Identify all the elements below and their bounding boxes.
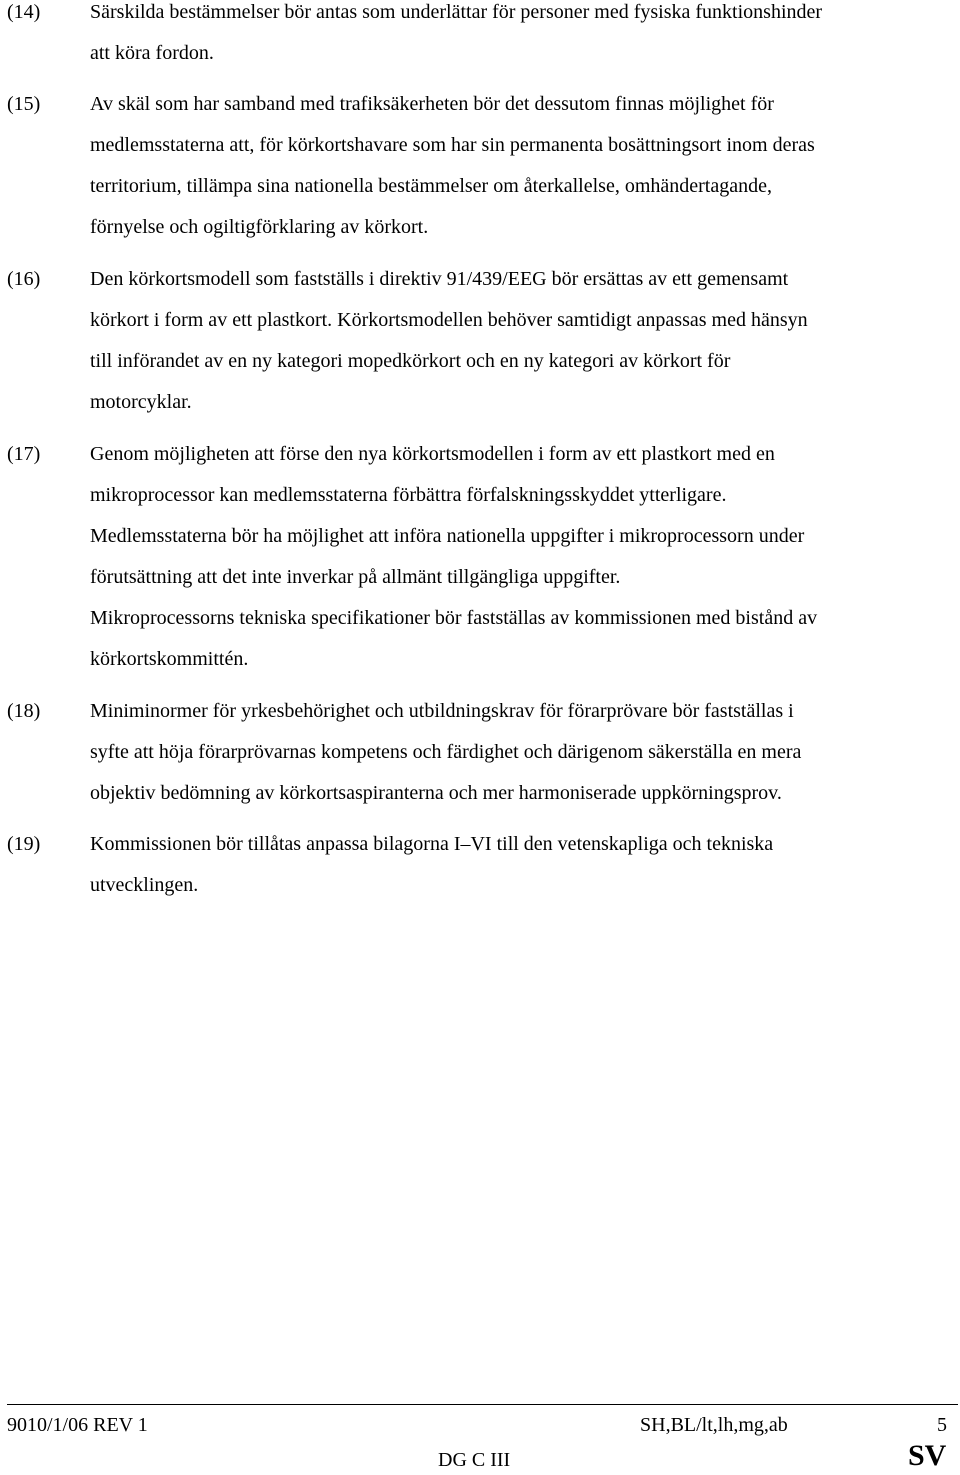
recital-number: (18) bbox=[7, 700, 41, 722]
text-line: Medlemsstaterna bör ha möjlighet att införa nationella uppgifter i mikroprocessorn under bbox=[90, 525, 805, 547]
text-line: Miniminormer för yrkesbehörighet och utbildningskrav för förarprövare bör fastställas i bbox=[90, 700, 794, 722]
recital-text bbox=[90, 824, 956, 906]
text-line: Genom möjligheten att förse den nya körkortsmodellen i form av ett plastkort med en bbox=[90, 443, 775, 465]
recital-number: (15) bbox=[7, 93, 41, 115]
document-reference: 9010/1/06 REV 1 bbox=[7, 1414, 148, 1436]
text-line: till införandet av en ny kategori mopedkörkort och en ny kategori av körkort för bbox=[90, 350, 731, 372]
text-line: objektiv bedömning av körkortsaspiranterna och mer harmoniserade uppkörningsprov. bbox=[90, 782, 782, 804]
recital-number: (19) bbox=[7, 833, 41, 855]
language-code: SV bbox=[908, 1439, 947, 1472]
text-line: Den körkortsmodell som fastställs i direktiv 91/439/EEG bör ersättas av ett gemensamt bbox=[90, 268, 789, 290]
recital-text bbox=[90, 0, 956, 74]
text-line: förnyelse och ogiltigförklaring av körkort. bbox=[90, 216, 429, 238]
text-line: territorium, tillämpa sina nationella bestämmelser om återkallelse, omhändertagande, bbox=[90, 175, 772, 197]
recital-text bbox=[90, 259, 956, 423]
text-line: att köra fordon. bbox=[90, 42, 214, 64]
text-line: Särskilda bestämmelser bör antas som underlättar för personer med fysiska funktionshinder bbox=[90, 1, 823, 23]
author-initials: SH,BL/lt,lh,mg,ab bbox=[640, 1414, 788, 1436]
text-line: utvecklingen. bbox=[90, 874, 199, 896]
page-number: 5 bbox=[937, 1414, 947, 1436]
text-line: medlemsstaterna att, för körkortshavare som har sin permanenta bosättningsort inom deras bbox=[90, 134, 815, 156]
text-line: körkort i form av ett plastkort. Körkortsmodellen behöver samtidigt anpassas med hänsyn bbox=[90, 309, 808, 331]
recital-text bbox=[90, 691, 956, 814]
text-line: förutsättning att det inte inverkar på allmänt tillgängliga uppgifter. bbox=[90, 566, 621, 588]
recital-number: (16) bbox=[7, 268, 41, 290]
text-line: motorcyklar. bbox=[90, 391, 192, 413]
text-line: mikroprocessor kan medlemsstaterna förbättra förfalskningsskyddet ytterligare. bbox=[90, 484, 727, 506]
text-line: Mikroprocessorns tekniska specifikationer bör fastställas av kommissionen med bistånd av bbox=[90, 607, 818, 629]
footer-divider bbox=[7, 1404, 958, 1405]
recital-text bbox=[90, 84, 956, 248]
directorate-label: DG C III bbox=[438, 1449, 511, 1471]
recital-number: (17) bbox=[7, 443, 41, 465]
text-line: Kommissionen bör tillåtas anpassa bilagorna I–VI till den vetenskapliga och tekniska bbox=[90, 833, 774, 855]
recital-number: (14) bbox=[7, 1, 41, 23]
text-line: körkortskommittén. bbox=[90, 648, 249, 670]
text-line: Av skäl som har samband med trafiksäkerheten bör det dessutom finnas möjlighet för bbox=[90, 93, 774, 115]
text-line: syfte att höja förarprövarnas kompetens och färdighet och därigenom säkerställa en mera bbox=[90, 741, 802, 763]
recital-text bbox=[90, 434, 956, 680]
